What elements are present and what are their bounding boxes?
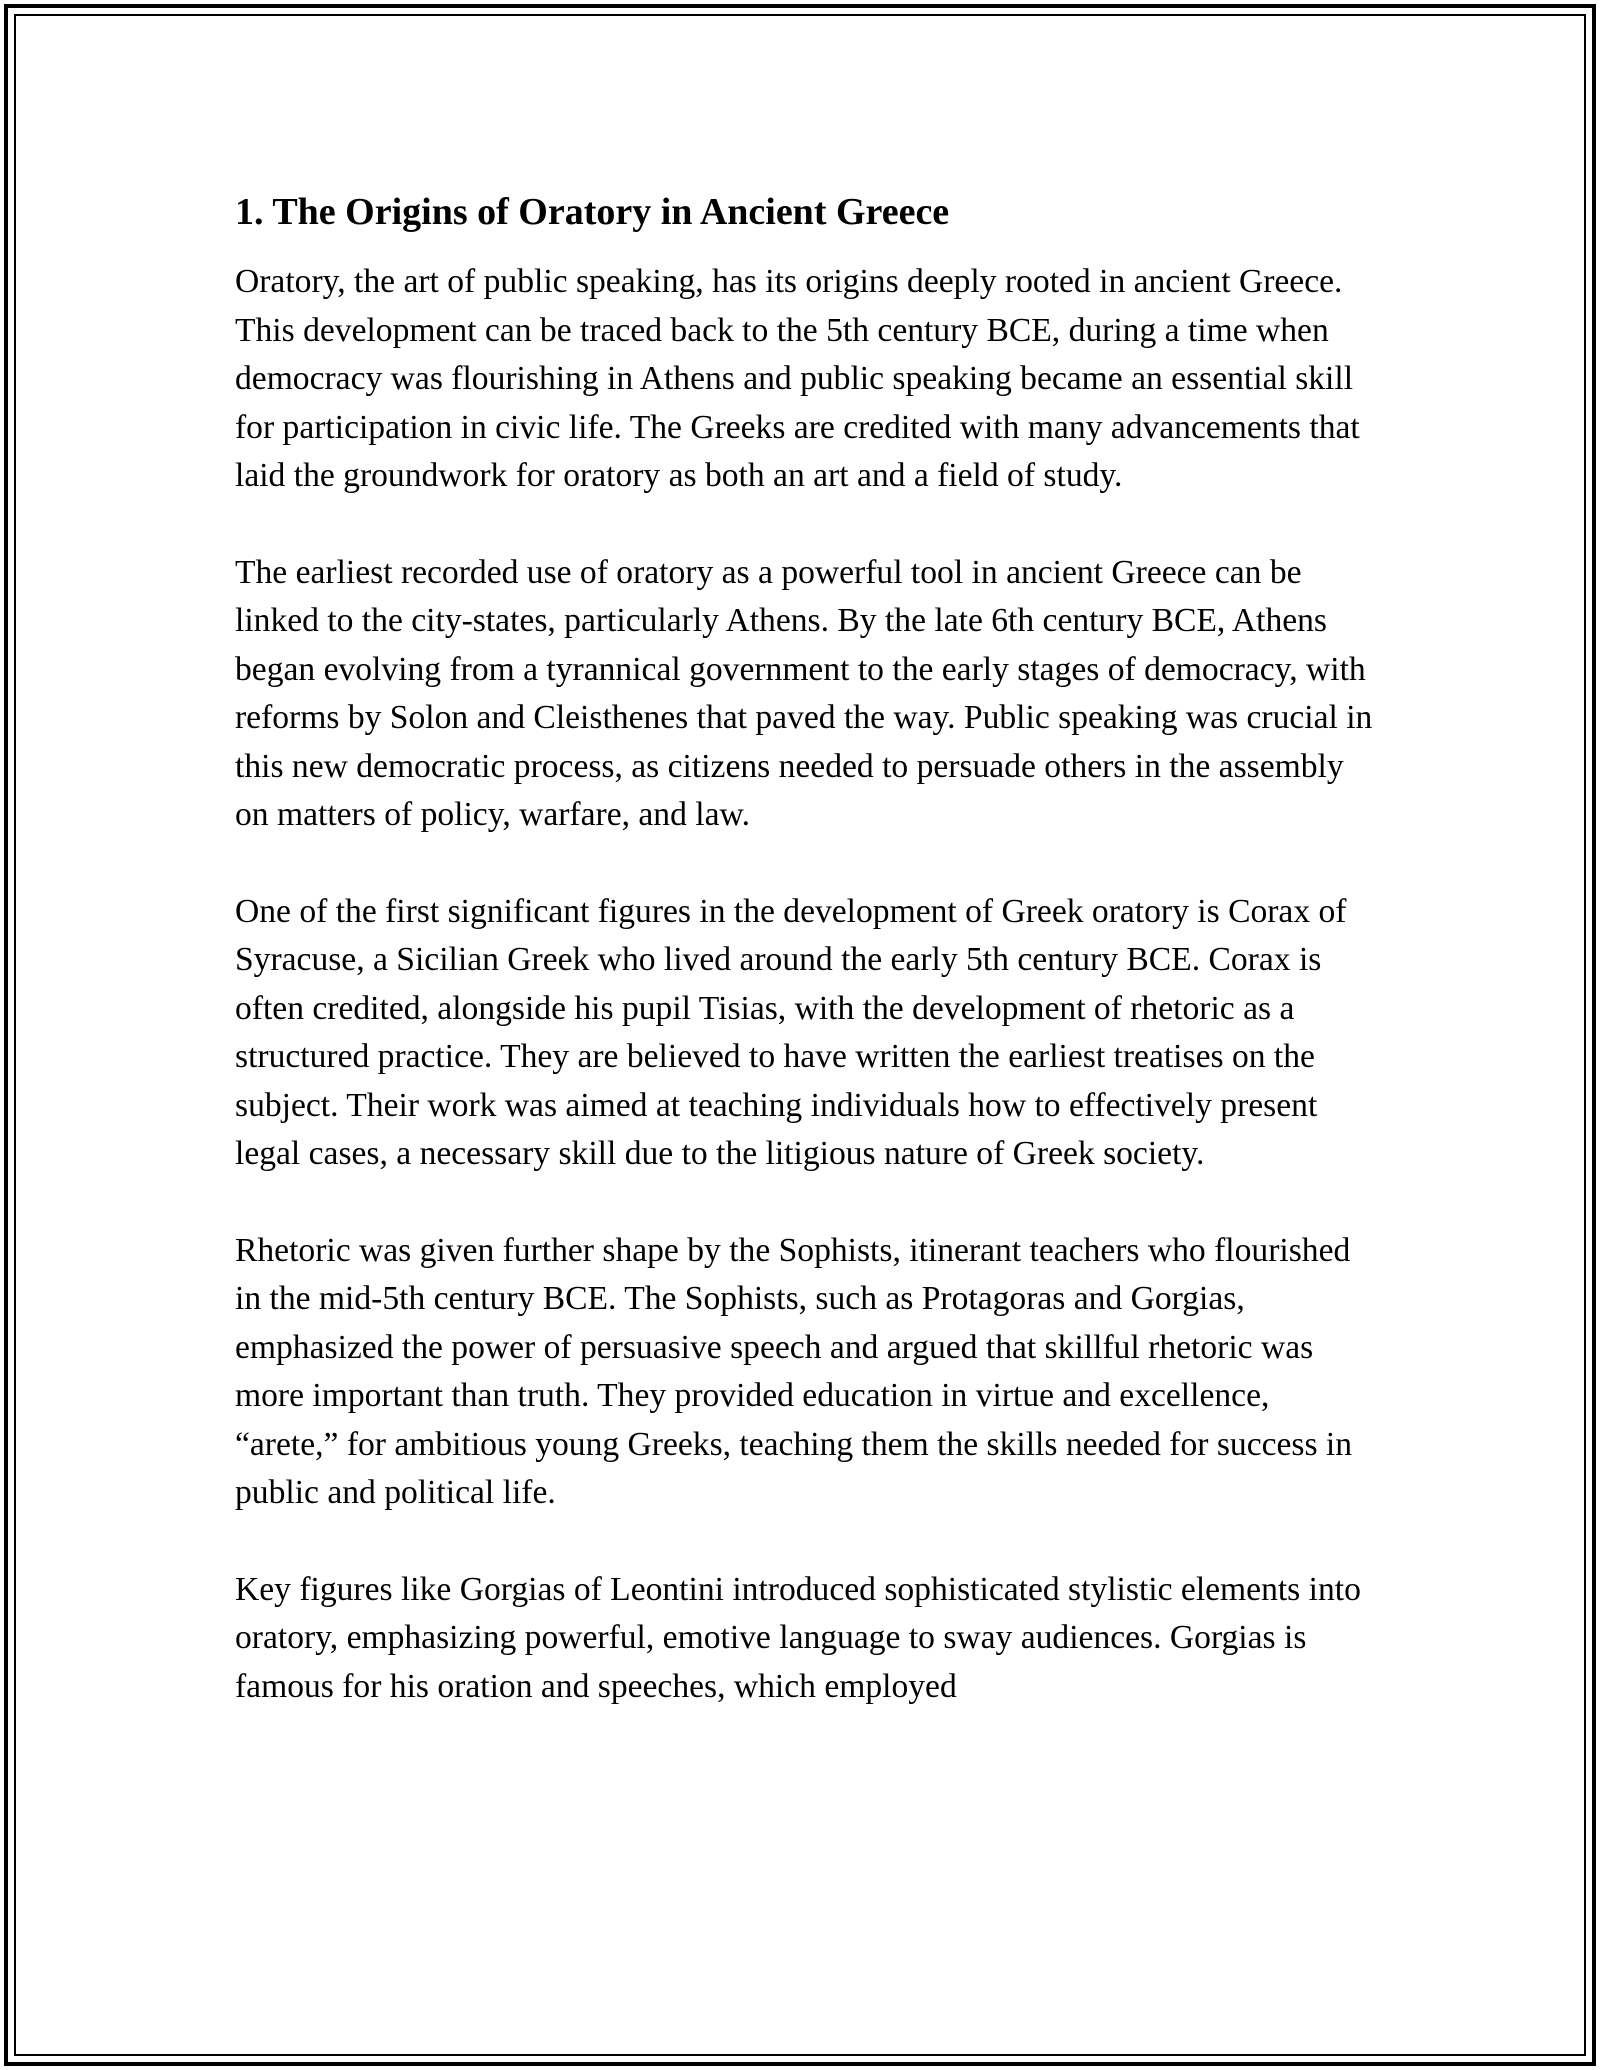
paragraph-corax: One of the first significant figures in the development of Greek oratory is Corax of Syracuse, a Sicilian Greek who lived around the early 5th century BCE. Corax is often credited, alongside his pupil Tisias, with the development of rhetoric as a structured practice. They are believed to have written the earliest treatises on the subject. Their work was aimed at teaching individuals how to effectively present legal cases, a necessary skill due to the litigious nature of Greek society. <box>235 892 1347 1172</box>
paragraph-sophists: Rhetoric was given further shape by the Sophists, itinerant teachers who flourished in the mid-5th century BCE. The Sophists, such as Protagoras and Gorgias, emphasized the power of persuasive speech and argued that skillful rhetoric was more important than truth. They provided education in virtue and excellence, “arete,” for ambitious young Greeks, teaching them the skills needed for success in public and political life. <box>235 1231 1353 1511</box>
paragraph-athens: The earliest recorded use of oratory as a powerful tool in ancient Greece can be linked to the city-states, particularly Athens. By the late 6th century BCE, Athens began evolving from a tyrannical government to the early stages of democracy, with reforms by Solon and Cleisthenes that paved the way. Public speaking was crucial in this new democratic process, as citizens needed to persuade others in the assembly on matters of policy, warfare, and law. <box>235 553 1373 833</box>
paragraph-intro: Oratory, the art of public speaking, has its origins deeply rooted in ancient Greece. This development can be traced back to the 5th century BCE, during a time when democracy was flourishing in Athens and public speaking became an essential skill for participation in civic life. The Greeks are credited with many advancements that laid the groundwork for oratory as both an art and a field of study. <box>235 263 1360 494</box>
section-heading: 1. The Origins of Oratory in Ancient Greece <box>235 191 950 233</box>
document-body <box>235 188 1375 1711</box>
paragraph-gorgias: Key figures like Gorgias of Leontini introduced sophisticated stylistic elements into oratory, emphasizing powerful, emotive language to sway audiences. Gorgias is famous for his oration and speeches, which employed <box>235 1570 1361 1705</box>
